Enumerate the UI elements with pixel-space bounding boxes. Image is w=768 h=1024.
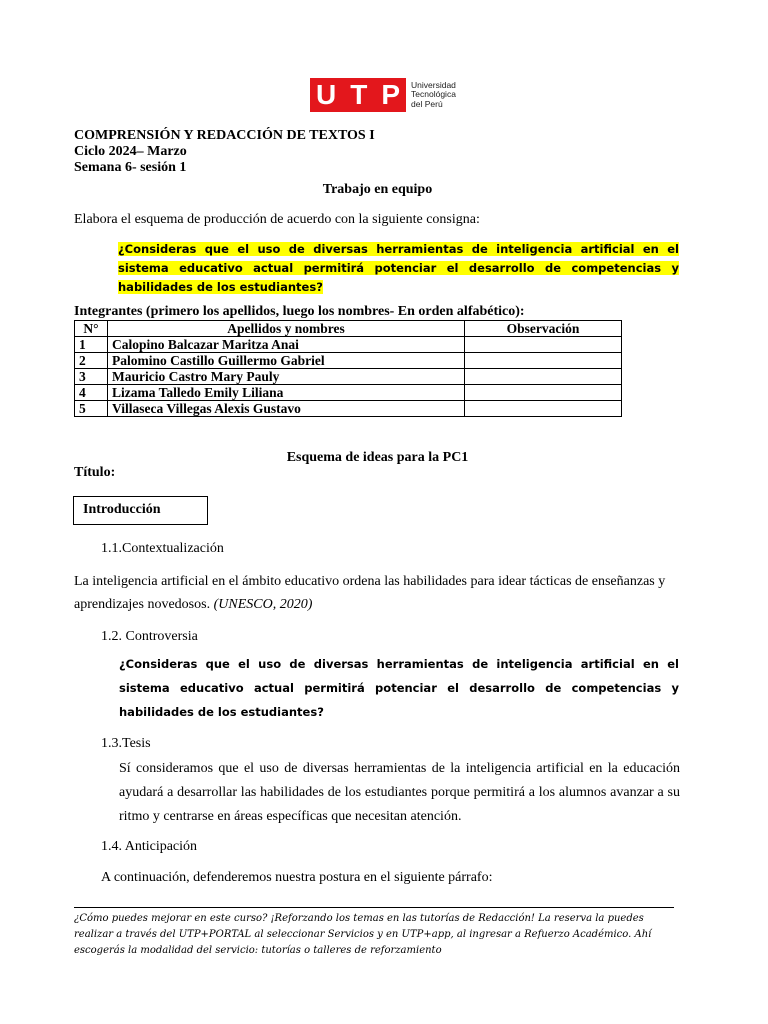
scheme-title: Esquema de ideas para la PC1 [286,450,469,465]
prompt-question [118,240,679,297]
section-controversy-text: ¿Consideras que el uso de diversas herramientas de inteligencia artificial en el sistema educativo actual permitirá potenciar el desarrollo de competencias y habilidades de los estudiantes? [119,657,679,719]
prompt-question-text: ¿Consideras que el uso de diversas herramientas de inteligencia artificial en el sistema educativo actual permitirá potenciar el desarrollo de competencias y habilidades de los estudiantes? [118,242,679,294]
course-cycle: Ciclo 2024– Marzo [74,144,187,159]
member-number: 2 [75,353,108,369]
member-observation [465,401,622,417]
utp-logo-mark [310,78,406,112]
logo-line-1: Universidad [411,79,456,90]
column-header-names: Apellidos y nombres [108,321,465,337]
member-name: Palomino Castillo Guillermo Gabriel [108,353,465,369]
member-number: 4 [75,385,108,401]
member-observation [465,369,622,385]
course-title: COMPRENSIÓN Y REDACCIÓN DE TEXTOS I [74,128,375,143]
member-name: Villaseca Villegas Alexis Gustavo [108,401,465,417]
section-contextualization-heading: 1.1.Contextualización [101,541,224,556]
member-observation [465,337,622,353]
contextualization-body: La inteligencia artificial en el ámbito educativo ordena las habilidades para idear tácticas de enseñanzas y aprendizajes novedosos. [74,574,666,612]
member-observation [465,385,622,401]
intro-section-box [73,496,208,525]
table-row [75,353,622,369]
table-row [75,369,622,385]
course-week: Semana 6- sesión 1 [74,160,187,175]
section-thesis-text: Sí consideramos que el uso de diversas herramientas de la inteligencia artificial en la educación ayudará a desarrollar las habilidades de los estudiantes porque permitirá a los alumnos avanzar a su ritmo y centrarse en áreas específicas que necesitan atención. [119,761,680,824]
title-label: Título: [74,465,116,480]
column-header-number: N° [75,321,108,337]
table-row [75,385,622,401]
contextualization-citation: (UNESCO, 2020) [213,597,313,612]
section-anticipation-text: A continuación, defenderemos nuestra postura en el siguiente párrafo: [101,870,493,885]
members-table [74,320,622,417]
column-header-observation: Observación [465,321,622,337]
member-name: Calopino Balcazar Maritza Anai [108,337,465,353]
section-contextualization-text [74,570,680,616]
logo-letter-u: U [316,79,337,110]
member-observation [465,353,622,369]
member-name: Lizama Talledo Emily Liliana [108,385,465,401]
logo-line-2: Tecnológica [411,89,456,100]
member-name: Mauricio Castro Mary Pauly [108,369,465,385]
work-type: Trabajo en equipo [322,182,433,197]
member-number: 1 [75,337,108,353]
logo-letter-p: P [381,79,401,110]
section-thesis-heading: 1.3.Tesis [101,736,151,751]
table-row [75,401,622,417]
logo-line-3: del Perú [411,98,443,109]
members-header-row [75,321,622,337]
intro-section-label: Introducción [83,502,161,517]
member-number: 3 [75,369,108,385]
table-row [75,337,622,353]
footer-divider [74,907,674,908]
logo-institution-name [411,81,456,110]
section-anticipation-heading: 1.4. Anticipación [101,839,198,854]
section-controversy-heading: 1.2. Controversia [101,629,198,644]
utp-logo [310,78,456,112]
member-number: 5 [75,401,108,417]
logo-letter-t: T [350,79,368,110]
footer-note: ¿Cómo puedes mejorar en este curso? ¡Reforzando los temas en las tutorías de Redacción! La reserva la puedes realizar a través del UTP+PORTAL al seleccionar Servicios y en UTP+app, al ingresar a Refuerzo Académico. Ahí escogerás la modalidad del servicio: tutorías o talleres de reforzamiento [74,913,652,956]
members-heading: Integrantes (primero los apellidos, luego los nombres- En orden alfabético): [74,304,525,319]
instruction-text: Elabora el esquema de producción de acuerdo con la siguiente consigna: [74,212,480,227]
